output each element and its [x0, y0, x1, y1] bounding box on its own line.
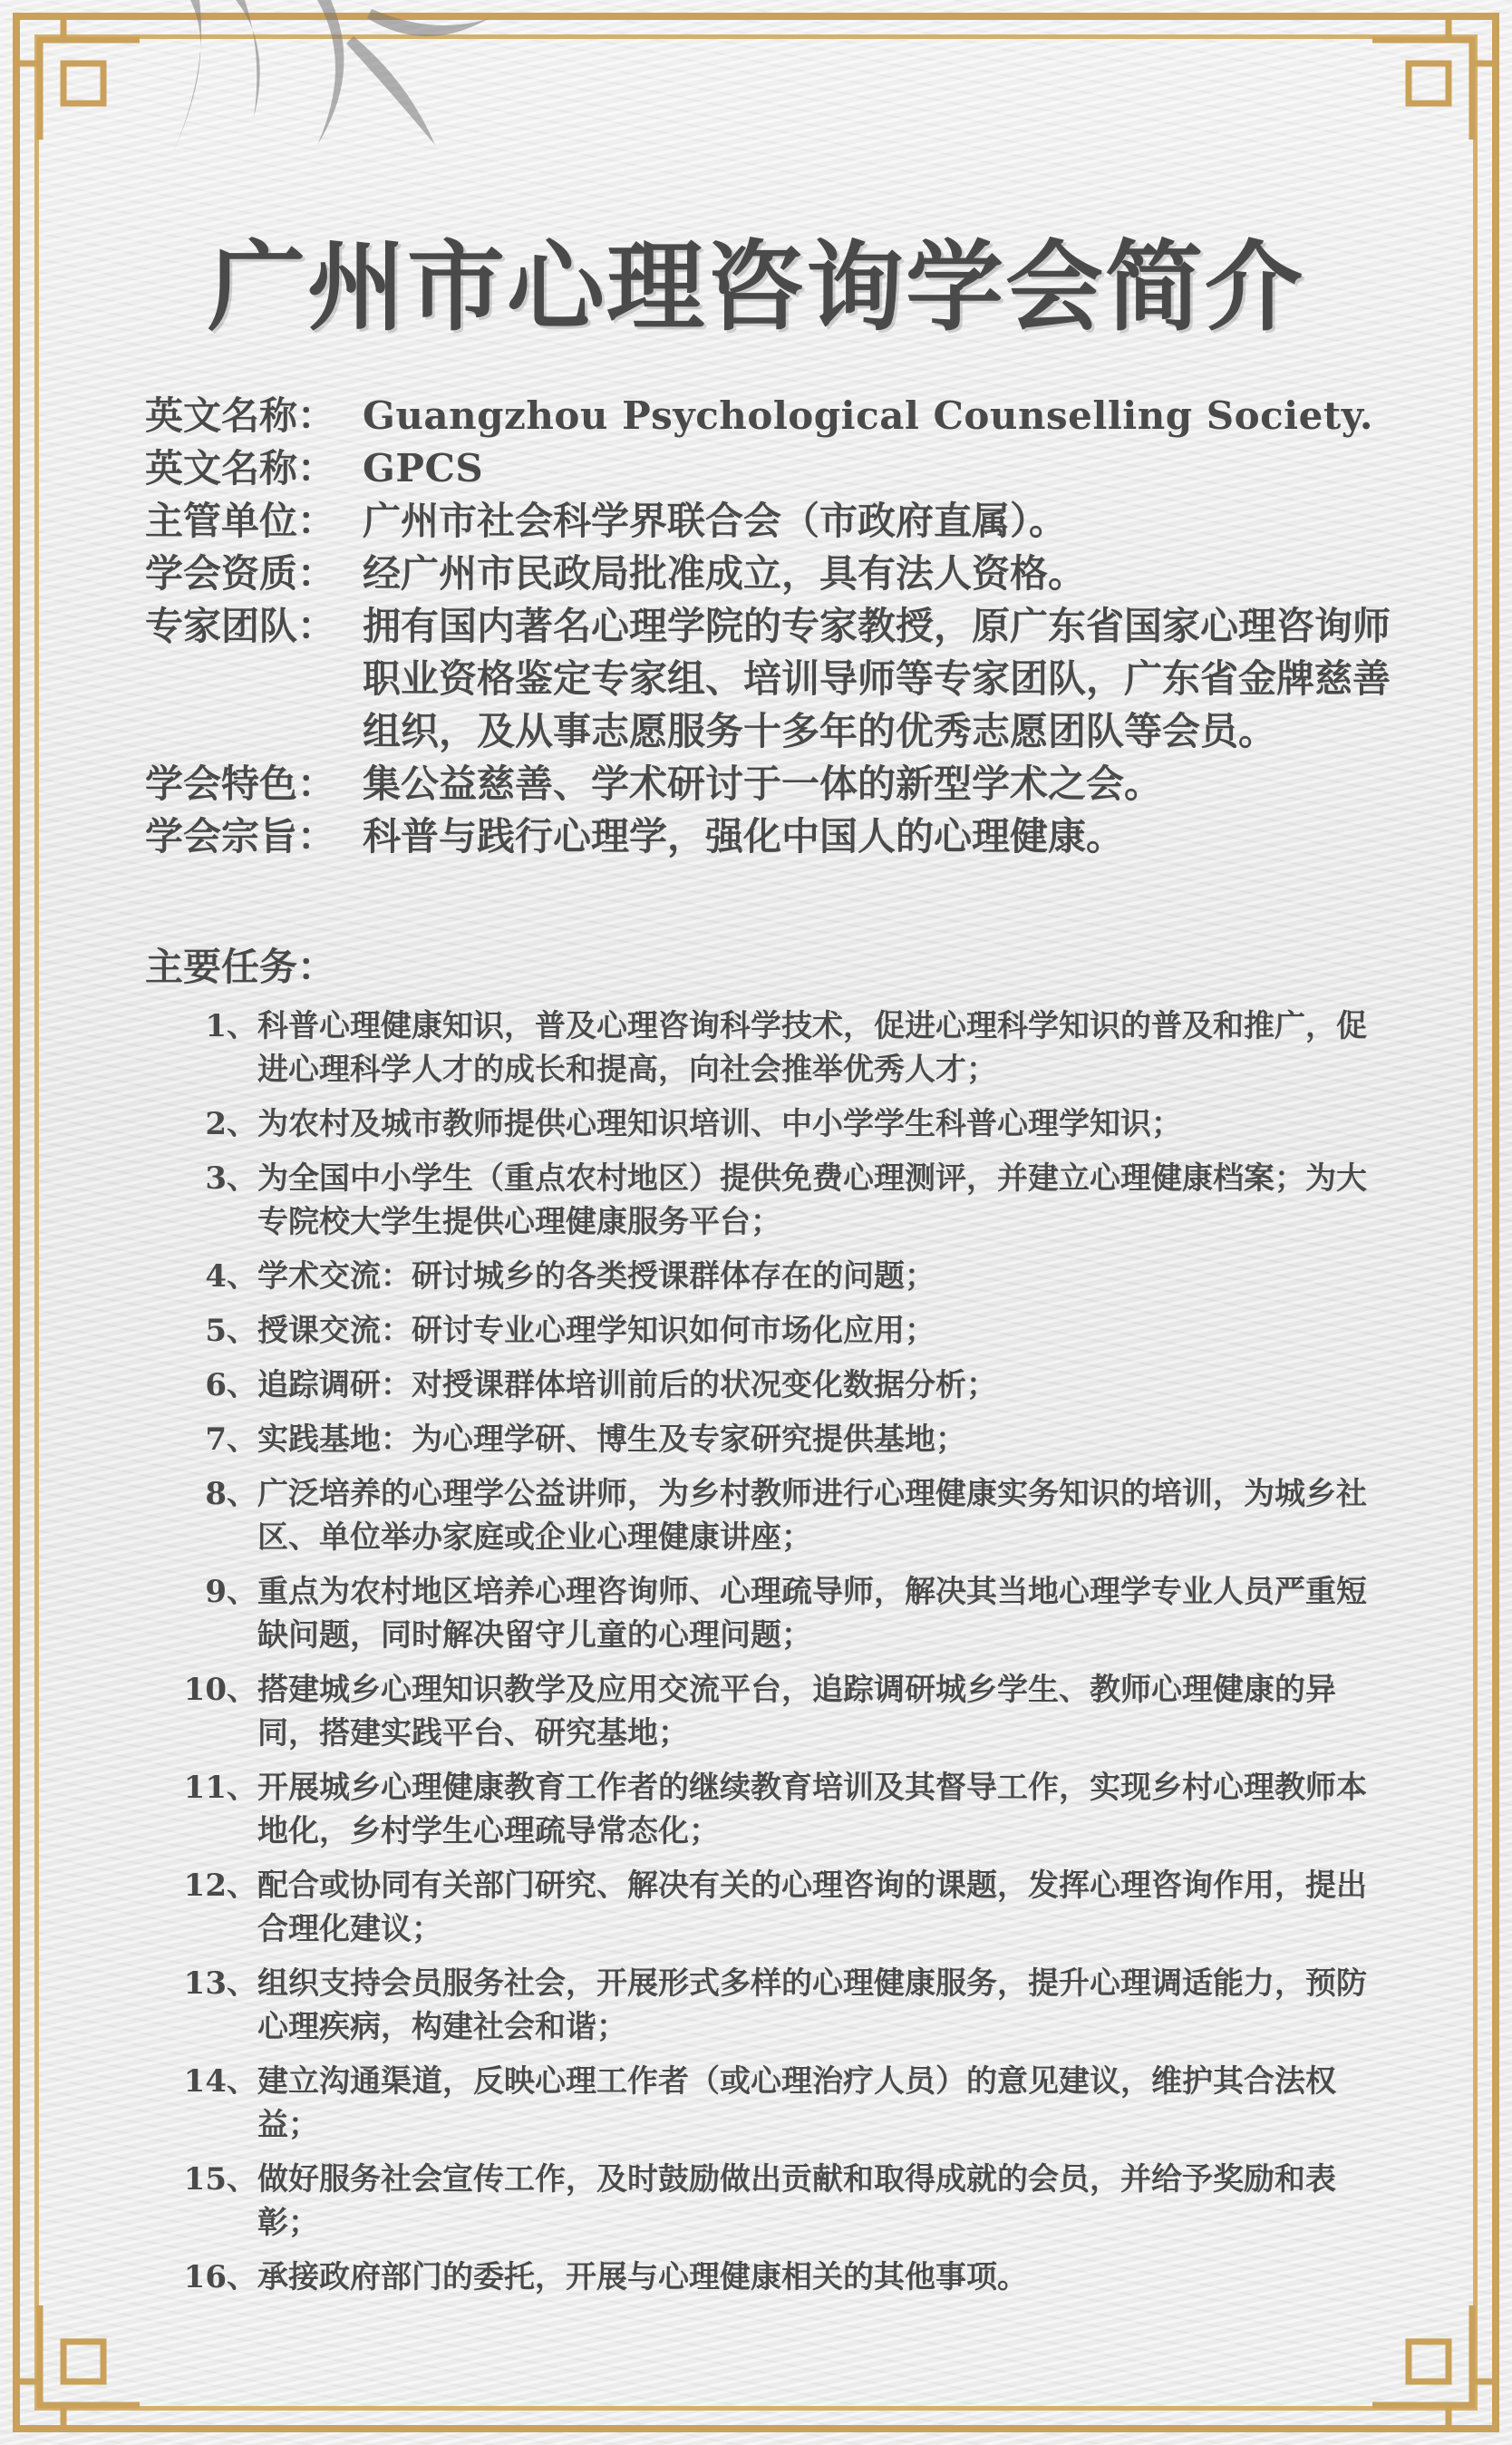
info-section: [145, 390, 1396, 863]
frame-corner-ornament-icon: [1363, 13, 1499, 149]
list-item: [181, 2158, 1378, 2245]
info-value: 集公益慈善、学术研讨于一体的新型学术之会。: [363, 762, 1163, 806]
list-item: [181, 1962, 1378, 2049]
task-number: 15、: [183, 2161, 257, 2198]
task-text: 组织支持会员服务社会，开展形式多样的心理健康服务，提升心理调适能力，预防心理疾病，构建社会和谐；: [257, 1965, 1367, 2045]
task-text: 配合或协同有关部门研究、解决有关的心理咨询的课题，发挥心理咨询作用，提出合理化建议；: [257, 1868, 1367, 1947]
info-label: 英文名称：: [145, 446, 336, 490]
task-text: 搭建城乡心理知识教学及应用交流平台，追踪调研城乡学生、教师心理健康的异同，搭建实践平台、研究基地；: [257, 1672, 1336, 1751]
info-label: 主管单位：: [145, 499, 336, 543]
list-item: [181, 1004, 1378, 1092]
task-text: 为农村及城市教师提供心理知识培训、中小学学生科普心理学知识；: [257, 1106, 1182, 1142]
info-value: 经广州市民政局批准成立，具有法人资格。: [363, 551, 1087, 596]
task-text: 承接政府部门的委托，开展与心理健康相关的其他事项。: [257, 2259, 1028, 2295]
info-value: 拥有国内著名心理学院的专家教授，原广东省国家心理咨询师职业资格鉴定专家组、培训导师等专家团队，广东省金牌慈善组织，及从事志愿服务十多年的优秀志愿团队等会员。: [363, 604, 1391, 753]
info-value: Guangzhou Psychological Counselling Society.: [363, 393, 1373, 438]
task-text: 建立沟通渠道，反映心理工作者（或心理治疗人员）的意见建议，维护其合法权益；: [257, 2063, 1336, 2143]
info-label: 学会资质：: [145, 551, 336, 596]
info-label: 学会宗旨：: [145, 814, 336, 859]
task-number: 1、: [205, 1008, 257, 1044]
list-item: [181, 1418, 1378, 1461]
tasks-heading: 主要任务：: [145, 945, 336, 989]
task-number: 5、: [205, 1313, 257, 1349]
info-value: 广州市社会科学界联合会（市政府直属）。: [363, 499, 1068, 543]
task-text: 追踪调研：对授课群体培训前后的状况变化数据分析；: [257, 1367, 997, 1403]
bamboo-decoration-icon: [136, 0, 499, 163]
task-number: 12、: [183, 1868, 257, 1904]
list-item: [181, 1363, 1378, 1407]
info-value: GPCS: [363, 446, 484, 490]
info-label: 学会特色：: [145, 762, 336, 806]
task-number: 3、: [205, 1160, 257, 1197]
task-text: 学术交流：研讨城乡的各类授课群体存在的问题；: [257, 1258, 935, 1295]
task-number: 16、: [183, 2259, 257, 2295]
task-number: 11、: [183, 1770, 257, 1806]
task-number: 8、: [205, 1476, 257, 1512]
list-item: [181, 2256, 1378, 2299]
task-number: 14、: [183, 2063, 257, 2100]
list-item: [181, 1102, 1378, 1146]
info-row: [145, 810, 1396, 863]
task-text: 重点为农村地区培养心理咨询师、心理疏导师，解决其当地心理学专业人员严重短缺问题，同时解决留守儿童的心理问题；: [257, 1574, 1367, 1654]
info-row: [145, 758, 1396, 810]
frame-corner-ornament-icon: [1363, 2296, 1499, 2432]
frame-corner-ornament-icon: [13, 2296, 149, 2432]
task-text: 做好服务社会宣传工作，及时鼓励做出贡献和取得成就的会员，并给予奖励和表彰；: [257, 2161, 1336, 2241]
info-label: 英文名称：: [145, 393, 336, 438]
list-item: [181, 1255, 1378, 1298]
info-row: [145, 495, 1396, 548]
task-text: 广泛培养的心理学公益讲师，为乡村教师进行心理健康实务知识的培训，为城乡社区、单位举办家庭或企业心理健康讲座；: [257, 1476, 1367, 1556]
list-item: [181, 1864, 1378, 1951]
info-row: [145, 548, 1396, 600]
task-number: 7、: [205, 1421, 257, 1458]
list-item: [181, 1668, 1378, 1755]
task-number: 10、: [183, 1672, 257, 1708]
info-row: [145, 600, 1396, 758]
list-item: [181, 1157, 1378, 1244]
task-number: 4、: [205, 1258, 257, 1295]
info-value: 科普与践行心理学，强化中国人的心理健康。: [363, 814, 1125, 859]
list-item: [181, 1472, 1378, 1559]
task-number: 13、: [183, 1965, 257, 2002]
list-item: [181, 1309, 1378, 1353]
list-item: [181, 1570, 1378, 1657]
task-text: 科普心理健康知识，普及心理咨询科学技术，促进心理科学知识的普及和推广，促进心理科学人才的成长和提高，向社会推举优秀人才；: [257, 1008, 1367, 1088]
task-text: 授课交流：研讨专业心理学知识如何市场化应用；: [257, 1313, 935, 1349]
task-text: 开展城乡心理健康教育工作者的继续教育培训及其督导工作，实现乡村心理教师本地化，乡村学生心理疏导常态化；: [257, 1770, 1367, 1849]
list-item: [181, 2060, 1378, 2147]
task-number: 9、: [205, 1574, 257, 1610]
list-item: [181, 1766, 1378, 1853]
info-row: [145, 442, 1396, 495]
frame-corner-ornament-icon: [13, 13, 149, 149]
task-number: 6、: [205, 1367, 257, 1403]
tasks-list: [181, 1004, 1378, 2310]
task-text: 实践基地：为心理学研、博生及专家研究提供基地；: [257, 1421, 966, 1458]
info-label: 专家团队：: [145, 604, 336, 648]
page-title: 广州市心理咨询学会简介: [207, 231, 1304, 344]
task-text: 为全国中小学生（重点农村地区）提供免费心理测评，并建立心理健康档案；为大专院校大学生提供心理健康服务平台；: [257, 1160, 1367, 1240]
task-number: 2、: [205, 1106, 257, 1142]
info-row: [145, 390, 1396, 442]
